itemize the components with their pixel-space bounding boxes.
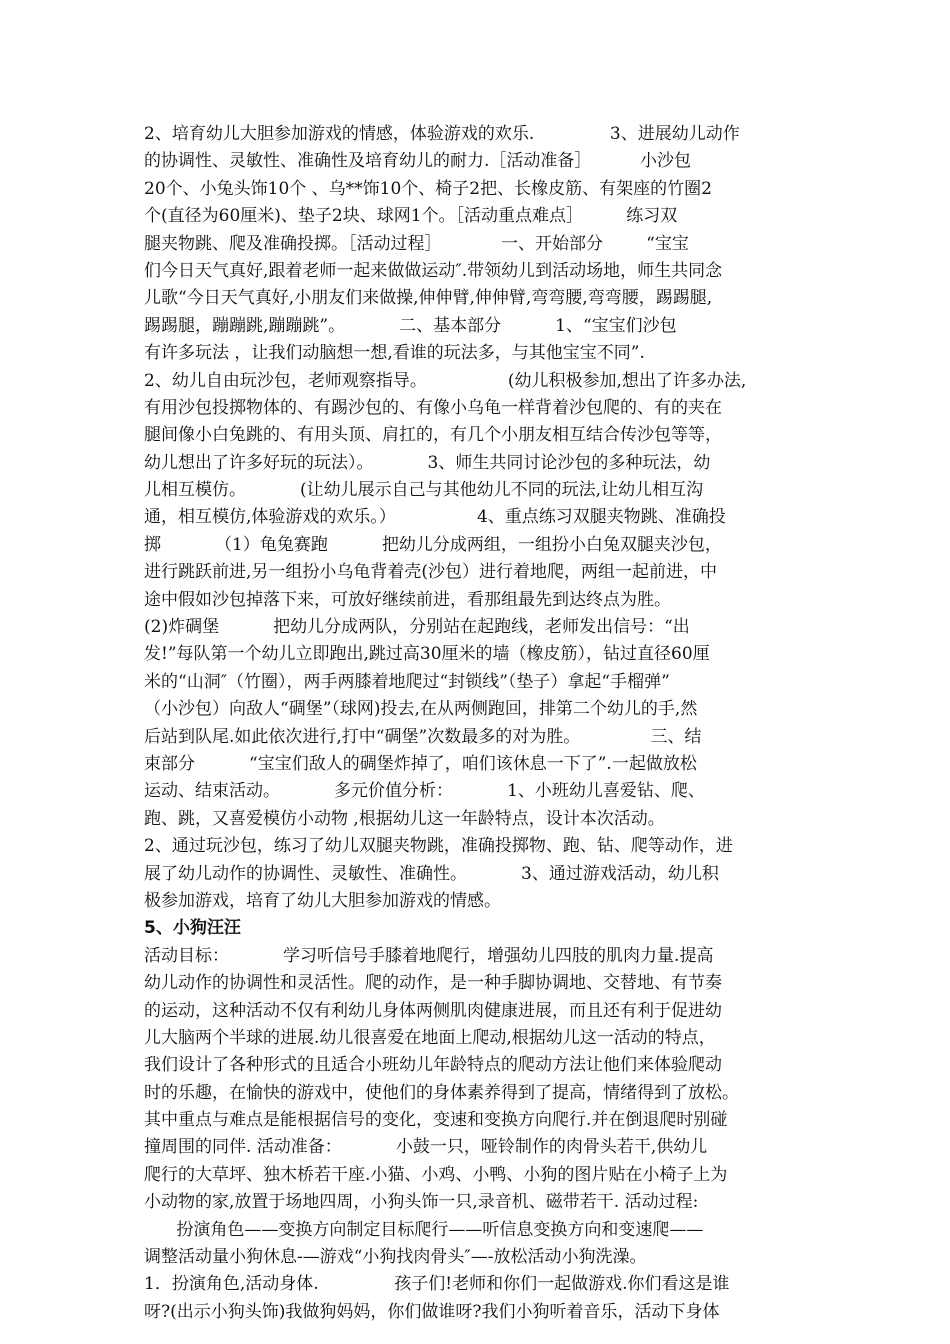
text-line: 运动、结束活动。 多元价值分析： 1、小班幼儿喜爱钻、爬、 bbox=[144, 781, 705, 802]
text-line: 束部分 “宝宝们敌人的碉堡炸掉了，咱们该休息一下了”.一起做放松 bbox=[144, 753, 697, 774]
text-line: 爬行的大草坪、独木桥若干座.小猫、小鸡、小鸭、小狗的图片贴在小椅子上为 bbox=[144, 1164, 728, 1185]
text-line: 儿相互模仿。 (让幼儿展示自己与其他幼儿不同的玩法,让幼儿相互沟 bbox=[144, 480, 704, 501]
text-line: 有用沙包投掷物体的、有踢沙包的、有像小乌龟一样背着沙包爬的、有的夹在 bbox=[144, 397, 722, 418]
text-line: 幼儿动作的协调性和灵活性。爬的动作，是一种手脚协调地、交替地、有节奏 bbox=[144, 973, 722, 994]
text-line: 极参加游戏，培育了幼儿大胆参加游戏的情感。 bbox=[144, 890, 501, 911]
text-line: 的协调性、灵敏性、准确性及培育幼儿的耐力.［活动准备］ 小沙包 bbox=[144, 151, 692, 172]
text-line: 儿大脑两个半球的进展.幼儿很喜爱在地面上爬动,根据幼儿这一活动的特点， bbox=[144, 1027, 716, 1048]
text-line: 活动目标： 学习听信号手膝着地爬行，增强幼儿四肢的肌肉力量.提高 bbox=[144, 945, 714, 966]
text-line: 20个、小兔头饰10个 、乌**饰10个、椅子2把、长橡皮筋、有架座的竹圈2 bbox=[144, 178, 712, 199]
text-line: 腿夹物跳、爬及准确投掷。［活动过程］ 一、开始部分 “宝宝 bbox=[144, 233, 689, 254]
text-line: 的运动，这种活动不仅有利幼儿身体两侧肌肉健康进展，而且还有利于促进幼 bbox=[144, 1000, 722, 1021]
text-line: 2、培育幼儿大胆参加游戏的情感，体验游戏的欢乐. 3、进展幼儿动作 bbox=[144, 124, 740, 144]
text-line: 腿间像小白兔跳的、有用头顶、肩扛的，有几个小朋友相互结合传沙包等等， bbox=[144, 425, 722, 446]
text-line: 调整活动量小狗休息-—游戏“小狗找肉骨头″—-放松活动小狗洗澡。 bbox=[144, 1247, 647, 1268]
text-line: 2、幼儿自由玩沙包，老师观察指导。 (幼儿积极参加,想出了许多办法, bbox=[144, 370, 747, 391]
text-line: 后站到队尾.如此依次进行,打中“碉堡”次数最多的对为胜。 三、结 bbox=[144, 726, 702, 747]
document-page bbox=[144, 121, 809, 1326]
text-line: 进行跳跃前进,另一组扮小乌龟背着壳(沙包）进行着地爬，两组一起前进，中 bbox=[144, 562, 718, 583]
section-heading: 5、小狗汪汪 bbox=[144, 918, 241, 939]
text-line: 撞周围的同伴. 活动准备： 小鼓一只，哑铃制作的肉骨头若干,供幼儿 bbox=[144, 1137, 708, 1158]
text-line: 1．扮演角色,活动身体. 孩子们!老师和你们一起做游戏.你们看这是谁 bbox=[144, 1274, 730, 1295]
text-line: 展了幼儿动作的协调性、灵敏性、准确性。 3、通过游戏活动，幼儿积 bbox=[144, 863, 719, 884]
text-line: 个(直径为60厘米)、垫子2块、球网1个。［活动重点难点］ 练习双 bbox=[144, 206, 678, 227]
text-line: 幼儿想出了许多好玩的玩法）。 3、师生共同讨论沙包的多种玩法，幼 bbox=[144, 452, 711, 473]
text-line: 发!”每队第一个幼儿立即跑出,跳过高30厘米的墙（橡皮筋），钻过直径60厘 bbox=[144, 644, 710, 665]
text-line: 米的“山洞″（竹圈），两手两膝着地爬过“封锁线”（垫子）拿起“手榴弹” bbox=[144, 671, 670, 692]
text-line: 们今日天气真好,跟着老师一起来做做运动″.带领幼儿到活动场地，师生共同念 bbox=[144, 260, 723, 281]
text-line: 小动物的家,放置于场地四周，小狗头饰一只,录音机、磁带若干. 活动过程: bbox=[144, 1192, 699, 1213]
text-line: 跑、跳，又喜爱模仿小动物 ,根据幼儿这一年龄特点，设计本次活动。 bbox=[144, 808, 665, 829]
text-line: 有许多玩法 ，让我们动脑想一想,看谁的玩法多，与其他宝宝不同”. bbox=[144, 343, 645, 364]
text-line: 儿歌“今日天气真好,小朋友们来做操,伸伸臂,伸伸臂,弯弯腰,弯弯腰，踢踢腿, bbox=[144, 288, 713, 309]
text-line: 踢踢腿，蹦蹦跳,蹦蹦跳”。 二、基本部分 1、“宝宝们沙包 bbox=[144, 315, 677, 336]
text-line: 呀?(出示小狗头饰)我做狗妈妈，你们做谁呀?我们小狗听着音乐，活动下身体 bbox=[144, 1301, 720, 1322]
text-line: 途中假如沙包掉落下来，可放好继续前进，看那组最先到达终点为胜。 bbox=[144, 589, 671, 610]
text-line: 通，相互模仿,体验游戏的欢乐。） 4、重点练习双腿夹物跳、准确投 bbox=[144, 507, 726, 528]
text-line: (2)炸碉堡 把幼儿分成两队，分别站在起跑线，老师发出信号：“出 bbox=[144, 617, 690, 638]
text-line: 2、通过玩沙包，练习了幼儿双腿夹物跳，准确投掷物、跑、钻、爬等动作，进 bbox=[144, 836, 733, 857]
text-line: 掷 （1）龟兔赛跑 把幼儿分成两组，一组扮小白兔双腿夹沙包， bbox=[144, 534, 722, 555]
text-line: 扮演角色——变换方向制定目标爬行——听信息变换方向和变速爬—— bbox=[144, 1219, 704, 1240]
text-line: 我们设计了各种形式的且适合小班幼儿年龄特点的爬动方法让他们来体验爬动 bbox=[144, 1055, 722, 1076]
text-line: 时的乐趣，在愉快的游戏中，使他们的身体素养得到了提高，情绪得到了放松。 bbox=[144, 1082, 739, 1103]
text-line: 其中重点与难点是能根据信号的变化，变速和变换方向爬行.并在倒退爬时别碰 bbox=[144, 1110, 728, 1131]
text-line: （小沙包）向敌人“碉堡”（球网)投去,在从两侧跑回，排第二个幼儿的手,然 bbox=[144, 699, 698, 720]
